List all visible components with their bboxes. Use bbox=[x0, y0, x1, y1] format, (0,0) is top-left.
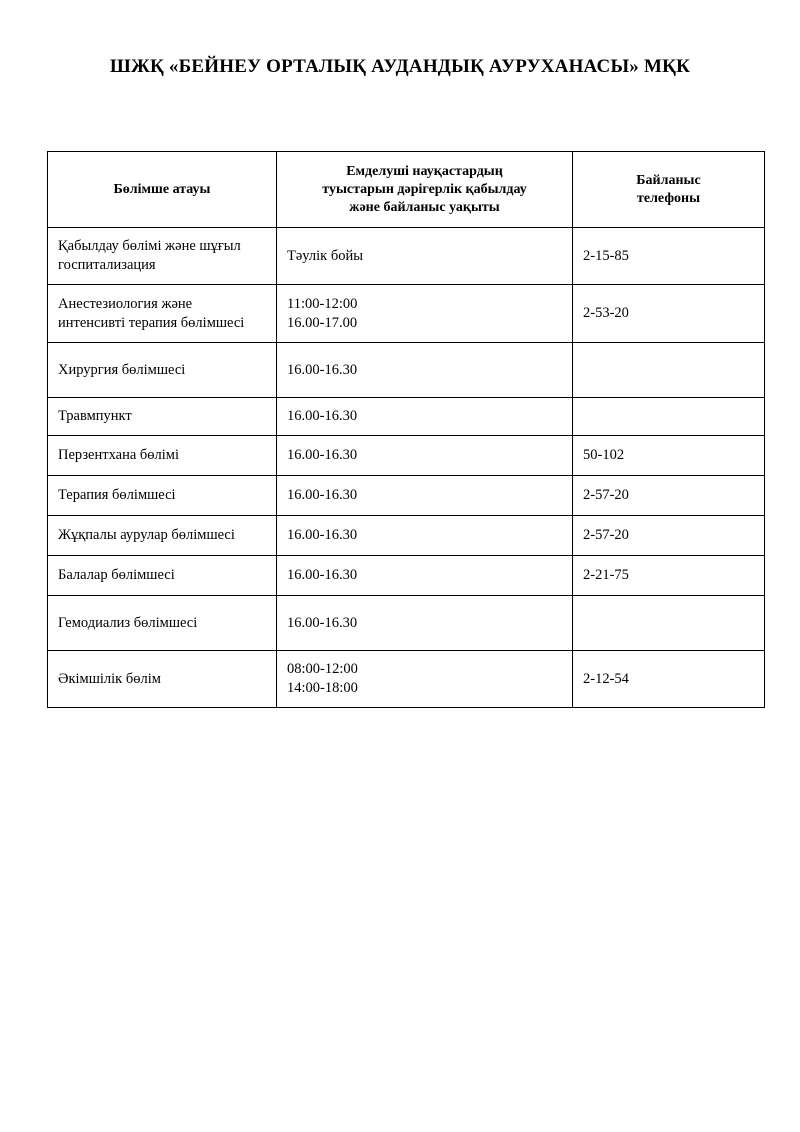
visiting-time-cell: Тәулік бойы bbox=[277, 228, 573, 285]
visiting-time-cell: 16.00-16.30 bbox=[277, 596, 573, 651]
phone-cell: 50-102 bbox=[573, 436, 765, 476]
phone-cell bbox=[573, 343, 765, 398]
department-name-cell: Әкімшілік бөлім bbox=[48, 651, 277, 708]
phone-cell: 2-15-85 bbox=[573, 228, 765, 285]
phone-cell bbox=[573, 398, 765, 436]
visiting-time-cell: 16.00-16.30 bbox=[277, 436, 573, 476]
table-row bbox=[48, 556, 765, 596]
phone-cell bbox=[573, 596, 765, 651]
visiting-time-cell: 16.00-16.30 bbox=[277, 476, 573, 516]
visiting-time-cell: 16.00-16.30 bbox=[277, 516, 573, 556]
visiting-time-cell: 08:00-12:00 14:00-18:00 bbox=[277, 651, 573, 708]
table-body bbox=[48, 228, 765, 708]
header-department: Бөлімше атауы bbox=[48, 152, 277, 228]
department-name-cell: Жұқпалы аурулар бөлімшесі bbox=[48, 516, 277, 556]
phone-cell: 2-57-20 bbox=[573, 516, 765, 556]
table-row bbox=[48, 285, 765, 343]
phone-cell: 2-12-54 bbox=[573, 651, 765, 708]
phone-cell: 2-53-20 bbox=[573, 285, 765, 343]
visiting-time-cell: 16.00-16.30 bbox=[277, 556, 573, 596]
page-title: ШЖҚ «БЕЙНЕУ ОРТАЛЫҚ АУДАНДЫҚ АУРУХАНАСЫ» МҚК bbox=[109, 56, 691, 77]
visiting-time-cell: 11:00-12:00 16.00-17.00 bbox=[277, 285, 573, 343]
phone-cell: 2-21-75 bbox=[573, 556, 765, 596]
department-name-cell: Анестезиология және интенсивті терапия бөлімшесі bbox=[48, 285, 277, 343]
department-name-cell: Қабылдау бөлімі және шұғыл госпитализация bbox=[48, 228, 277, 285]
schedule-table bbox=[47, 151, 765, 708]
department-name-cell: Балалар бөлімшесі bbox=[48, 556, 277, 596]
table-row bbox=[48, 436, 765, 476]
department-name-cell: Гемодиализ бөлімшесі bbox=[48, 596, 277, 651]
header-phone: Байланыс телефоны bbox=[573, 152, 765, 228]
table-header-row bbox=[48, 152, 765, 228]
table-row bbox=[48, 398, 765, 436]
table-row bbox=[48, 651, 765, 708]
header-visiting-time: Емделуші науқастардың туыстарын дәрігерлік қабылдау және байланыс уақыты bbox=[277, 152, 573, 228]
phone-cell: 2-57-20 bbox=[573, 476, 765, 516]
table-row bbox=[48, 476, 765, 516]
visiting-time-cell: 16.00-16.30 bbox=[277, 398, 573, 436]
table-row bbox=[48, 343, 765, 398]
department-name-cell: Перзентхана бөлімі bbox=[48, 436, 277, 476]
department-name-cell: Хирургия бөлімшесі bbox=[48, 343, 277, 398]
table-row bbox=[48, 596, 765, 651]
table-row bbox=[48, 516, 765, 556]
department-name-cell: Терапия бөлімшесі bbox=[48, 476, 277, 516]
table-row bbox=[48, 228, 765, 285]
department-name-cell: Травмпункт bbox=[48, 398, 277, 436]
visiting-time-cell: 16.00-16.30 bbox=[277, 343, 573, 398]
